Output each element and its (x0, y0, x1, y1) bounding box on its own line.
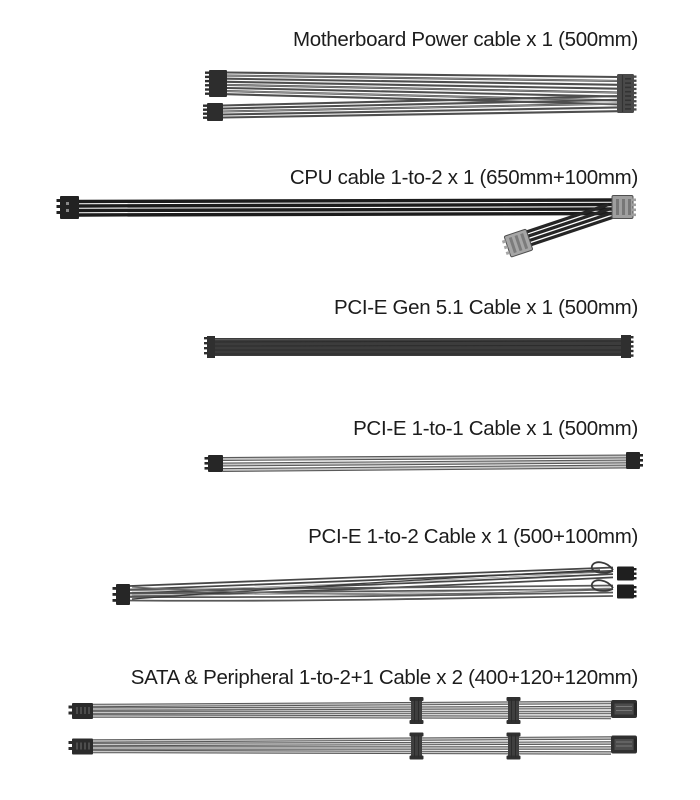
label-cpu-cable: CPU cable 1-to-2 x 1 (650mm+100mm) (289, 166, 638, 189)
pcie-gen51-right-connector (621, 335, 634, 358)
sata-cable-row-2 (69, 733, 638, 760)
label-pcie-1to2-cable: PCI-E 1-to-2 Cable x 1 (500+100mm) (308, 525, 638, 548)
sata-left-connector (69, 703, 94, 719)
pcie-gen51-ribbon-highlight (215, 339, 623, 340)
cpu-left-connector (57, 196, 80, 219)
sata-inline-connector-2 (507, 697, 521, 724)
cpu-right-connector (612, 196, 636, 219)
sata-inline-connector-1 (410, 733, 424, 760)
pcie-1to2-cable-illustration (113, 562, 637, 605)
sata-inline-connector-2 (507, 733, 521, 760)
pcie-1to1-left-connector (205, 455, 224, 472)
motherboard-left-upper-connector (205, 70, 227, 97)
cpu-branch-connector (501, 229, 533, 258)
cpu-main-wire-bundle (79, 200, 613, 215)
motherboard-left-lower-connector (203, 103, 223, 121)
sata-end-connector (611, 736, 637, 754)
motherboard-power-cable-illustration (203, 70, 637, 121)
pcie-1to1-right-connector (626, 452, 643, 469)
sata-cable-row-1 (69, 697, 638, 724)
motherboard-24pin-connector (617, 74, 637, 113)
pcie-1to2-upper-right-connector (617, 567, 637, 581)
sata-inline-connector-1 (410, 697, 424, 724)
cpu-cable-illustration (57, 196, 637, 259)
pcie-1to2-lower-right-connector (617, 585, 637, 599)
pcie-gen51-left-connector (204, 336, 215, 358)
label-pcie-1to1-cable: PCI-E 1-to-1 Cable x 1 (500mm) (353, 417, 638, 440)
sata-peripheral-cables-illustration (69, 697, 638, 760)
pcie-gen51-cable-illustration (204, 335, 634, 358)
label-sata-peripheral-cable: SATA & Peripheral 1-to-2+1 Cable x 2 (400+120+120mm) (130, 666, 638, 689)
pcie-1to2-left-connector (113, 584, 131, 605)
sata-end-connector (611, 700, 637, 718)
pcie-1to1-cable-illustration (205, 452, 644, 472)
label-motherboard-power-cable: Motherboard Power cable x 1 (500mm) (293, 28, 638, 51)
sata-left-connector (69, 739, 94, 755)
label-pcie-gen51-cable: PCI-E Gen 5.1 Cable x 1 (500mm) (333, 296, 638, 319)
